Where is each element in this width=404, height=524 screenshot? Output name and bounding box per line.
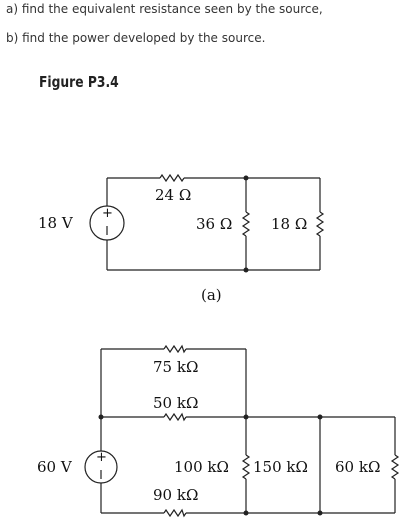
- node-a-top-mid: [244, 176, 249, 181]
- label-75k: 75 kΩ: [153, 358, 199, 376]
- label-source-60v: 60 V: [37, 458, 72, 476]
- resistor-60k-symbol: [392, 455, 398, 479]
- figure-title: Figure P3.4: [39, 73, 119, 91]
- resistor-75k-symbol: [164, 346, 186, 352]
- label-18-ohm: 18 Ω: [271, 215, 308, 233]
- label-90k: 90 kΩ: [153, 486, 199, 504]
- resistor-18-symbol: [317, 212, 323, 236]
- label-24-ohm: 24 Ω: [155, 186, 192, 204]
- resistor-90k-symbol: [164, 510, 186, 516]
- label-source-18v: 18 V: [38, 214, 73, 232]
- label-150k: 150 kΩ: [253, 458, 308, 476]
- plus-sign-a: +: [102, 206, 113, 221]
- node-b-center-bottom: [244, 511, 249, 516]
- caption-a: (a): [201, 286, 222, 304]
- node-a-bottom-mid: [244, 268, 249, 273]
- question-b: b) find the power developed by the source.: [6, 31, 266, 45]
- node-b-right-mid: [318, 415, 323, 420]
- resistor-24-symbol: [160, 175, 184, 181]
- plus-sign-b: +: [96, 450, 107, 465]
- label-60k: 60 kΩ: [335, 458, 381, 476]
- circuit-b-wires: [101, 349, 395, 513]
- resistor-150k-symbol: [243, 455, 249, 479]
- label-36-ohm: 36 Ω: [196, 215, 233, 233]
- resistor-50k-symbol: [164, 414, 186, 420]
- node-b-left-mid: [99, 415, 104, 420]
- node-b-center-mid: [244, 415, 249, 420]
- node-b-right-bottom: [318, 511, 323, 516]
- label-100k: 100 kΩ: [174, 458, 229, 476]
- question-a: a) find the equivalent resistance seen by the source,: [6, 2, 323, 16]
- resistor-36-symbol: [243, 212, 249, 236]
- label-50k: 50 kΩ: [153, 394, 199, 412]
